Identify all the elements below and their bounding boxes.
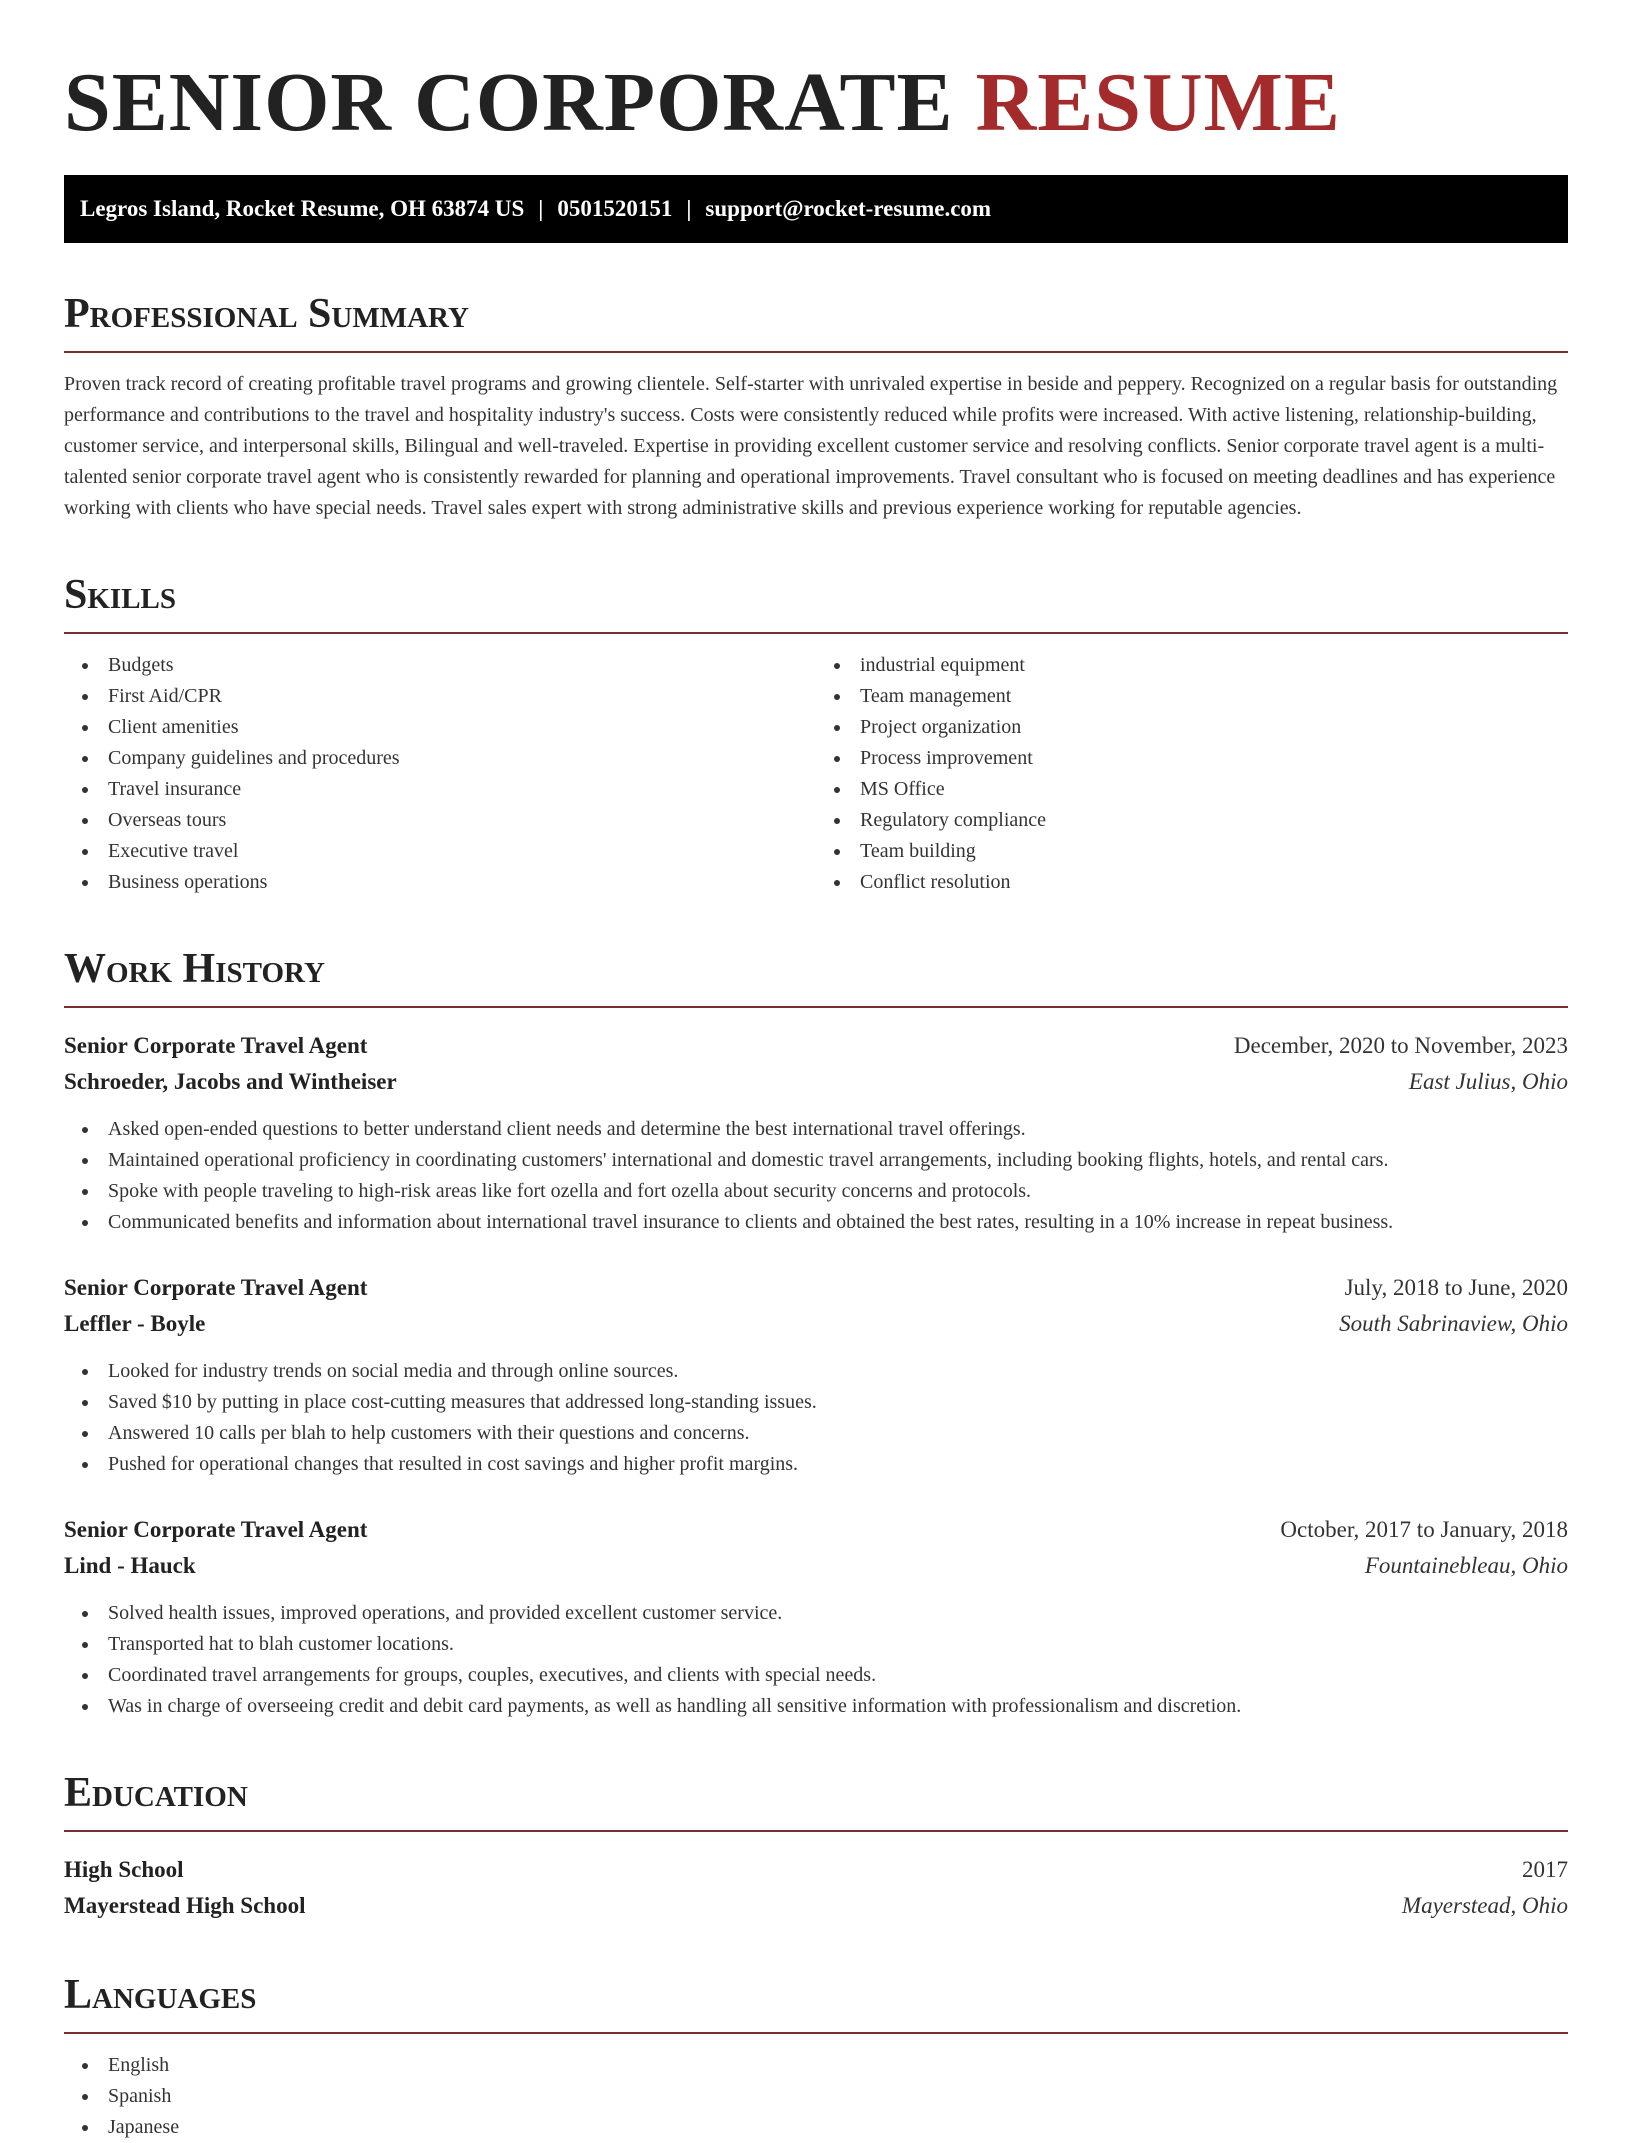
section-title-languages: Languages bbox=[64, 1970, 1568, 2034]
job-entry bbox=[64, 1270, 1568, 1480]
skill-item: Budgets bbox=[64, 650, 816, 681]
language-item: Japanese bbox=[64, 2112, 1568, 2143]
job-bullet: Was in charge of overseeing credit and debit card payments, as well as handling all sensitive information with professionalism and discretion. bbox=[64, 1691, 1568, 1722]
skill-item: Company guidelines and procedures bbox=[64, 743, 816, 774]
education-school-row bbox=[64, 1888, 1568, 1924]
skill-item: Team management bbox=[816, 681, 1568, 712]
job-location: South Sabrinaview, Ohio bbox=[1339, 1311, 1568, 1336]
contact-separator: | bbox=[686, 196, 692, 221]
job-entry bbox=[64, 1028, 1568, 1238]
job-header-row bbox=[64, 1028, 1568, 1064]
education-location: Mayerstead, Ohio bbox=[1401, 1893, 1568, 1918]
summary-text: Proven track record of creating profitable travel programs and growing clientele. Self-starter with unrivaled expertise in beside and peppery. Recognized on a regular basis for outstanding performance and contributions to the travel and hospitality industry's success. Costs were consistently reduced while profits were increased. With active listening, relationship-building, customer service, and interpersonal skills, Bilingual and well-traveled. Expertise in providing excellent customer service and resolving conflicts. Senior corporate travel agent is a multi-talented senior corporate travel agent who is consistently rewarded for planning and operational improvements. Travel consultant who is focused on meeting deadlines and has experience working with clients who have special needs. Travel sales expert with strong administrative skills and previous experience working for reputable agencies. bbox=[64, 373, 1558, 519]
section-title-education: Education bbox=[64, 1768, 1568, 1832]
skill-item: Process improvement bbox=[816, 743, 1568, 774]
skill-item: Conflict resolution bbox=[816, 867, 1568, 898]
job-bullet: Coordinated travel arrangements for groups, couples, executives, and clients with special needs. bbox=[64, 1660, 1568, 1691]
job-bullet: Asked open-ended questions to better understand client needs and determine the best international travel offerings. bbox=[64, 1114, 1568, 1145]
job-company-row bbox=[64, 1306, 1568, 1342]
job-entry bbox=[64, 1512, 1568, 1722]
job-bullet: Pushed for operational changes that resulted in cost savings and higher profit margins. bbox=[64, 1449, 1568, 1480]
skill-item: Client amenities bbox=[64, 712, 816, 743]
skill-item: Business operations bbox=[64, 867, 816, 898]
job-bullet: Answered 10 calls per blah to help customers with their questions and concerns. bbox=[64, 1418, 1568, 1449]
skill-item: Executive travel bbox=[64, 836, 816, 867]
job-bullet: Maintained operational proficiency in coordinating customers' international and domestic travel arrangements, including booking flights, hotels, and rental cars. bbox=[64, 1145, 1568, 1176]
skill-item: Team building bbox=[816, 836, 1568, 867]
skill-item: First Aid/CPR bbox=[64, 681, 816, 712]
job-bullet: Spoke with people traveling to high-risk areas like fort ozella and fort ozella about security concerns and protocols. bbox=[64, 1176, 1568, 1207]
contact-separator: | bbox=[538, 196, 544, 221]
job-bullets bbox=[64, 1114, 1568, 1238]
job-dates: October, 2017 to January, 2018 bbox=[1280, 1517, 1568, 1542]
education-header-row bbox=[64, 1852, 1568, 1888]
job-title: Senior Corporate Travel Agent bbox=[64, 1033, 368, 1058]
job-location: Fountainebleau, Ohio bbox=[1364, 1553, 1568, 1578]
job-company: Leffler - Boyle bbox=[64, 1311, 206, 1336]
job-location: East Julius, Ohio bbox=[1408, 1069, 1568, 1094]
skill-item: Overseas tours bbox=[64, 805, 816, 836]
job-title: Senior Corporate Travel Agent bbox=[64, 1517, 368, 1542]
language-item: English bbox=[64, 2050, 1568, 2081]
skill-item: MS Office bbox=[816, 774, 1568, 805]
contact-phone[interactable]: 0501520151 bbox=[557, 196, 673, 221]
job-company-row bbox=[64, 1548, 1568, 1584]
skills-column-right bbox=[816, 650, 1568, 898]
contact-email[interactable]: support@rocket-resume.com bbox=[705, 196, 992, 221]
education-entry bbox=[64, 1852, 1568, 1924]
job-dates: July, 2018 to June, 2020 bbox=[1344, 1275, 1568, 1300]
skills-column-left bbox=[64, 650, 816, 898]
languages-list bbox=[64, 2050, 1568, 2143]
job-company-row bbox=[64, 1064, 1568, 1100]
education-school: Mayerstead High School bbox=[64, 1893, 306, 1918]
language-item: Spanish bbox=[64, 2081, 1568, 2112]
skill-item: Travel insurance bbox=[64, 774, 816, 805]
job-header-row bbox=[64, 1270, 1568, 1306]
job-title: Senior Corporate Travel Agent bbox=[64, 1275, 368, 1300]
section-title-summary: Professional Summary bbox=[64, 289, 1568, 353]
skills-list bbox=[64, 650, 1568, 898]
job-bullet: Communicated benefits and information about international travel insurance to clients and obtained the best rates, resulting in a 10% increase in repeat business. bbox=[64, 1207, 1568, 1238]
skill-item: Project organization bbox=[816, 712, 1568, 743]
job-company: Schroeder, Jacobs and Wintheiser bbox=[64, 1069, 397, 1094]
section-title-work: Work History bbox=[64, 944, 1568, 1008]
resume-title bbox=[64, 55, 1568, 151]
contact-address: Legros Island, Rocket Resume, OH 63874 US bbox=[80, 196, 525, 221]
job-company: Lind - Hauck bbox=[64, 1553, 196, 1578]
job-bullet: Saved $10 by putting in place cost-cutting measures that addressed long-standing issues. bbox=[64, 1387, 1568, 1418]
job-bullet: Solved health issues, improved operations, and provided excellent customer service. bbox=[64, 1598, 1568, 1629]
education-year: 2017 bbox=[1522, 1857, 1568, 1882]
job-bullets bbox=[64, 1598, 1568, 1722]
job-dates: December, 2020 to November, 2023 bbox=[1233, 1033, 1568, 1058]
job-header-row bbox=[64, 1512, 1568, 1548]
skill-item: Regulatory compliance bbox=[816, 805, 1568, 836]
contact-bar bbox=[64, 175, 1568, 243]
section-title-skills: Skills bbox=[64, 570, 1568, 634]
title-main: SENIOR CORPORATE bbox=[64, 56, 954, 149]
title-accent: RESUME bbox=[975, 56, 1341, 149]
job-bullet: Looked for industry trends on social media and through online sources. bbox=[64, 1356, 1568, 1387]
education-degree: High School bbox=[64, 1857, 184, 1882]
skill-item: industrial equipment bbox=[816, 650, 1568, 681]
job-bullets bbox=[64, 1356, 1568, 1480]
job-bullet: Transported hat to blah customer locations. bbox=[64, 1629, 1568, 1660]
